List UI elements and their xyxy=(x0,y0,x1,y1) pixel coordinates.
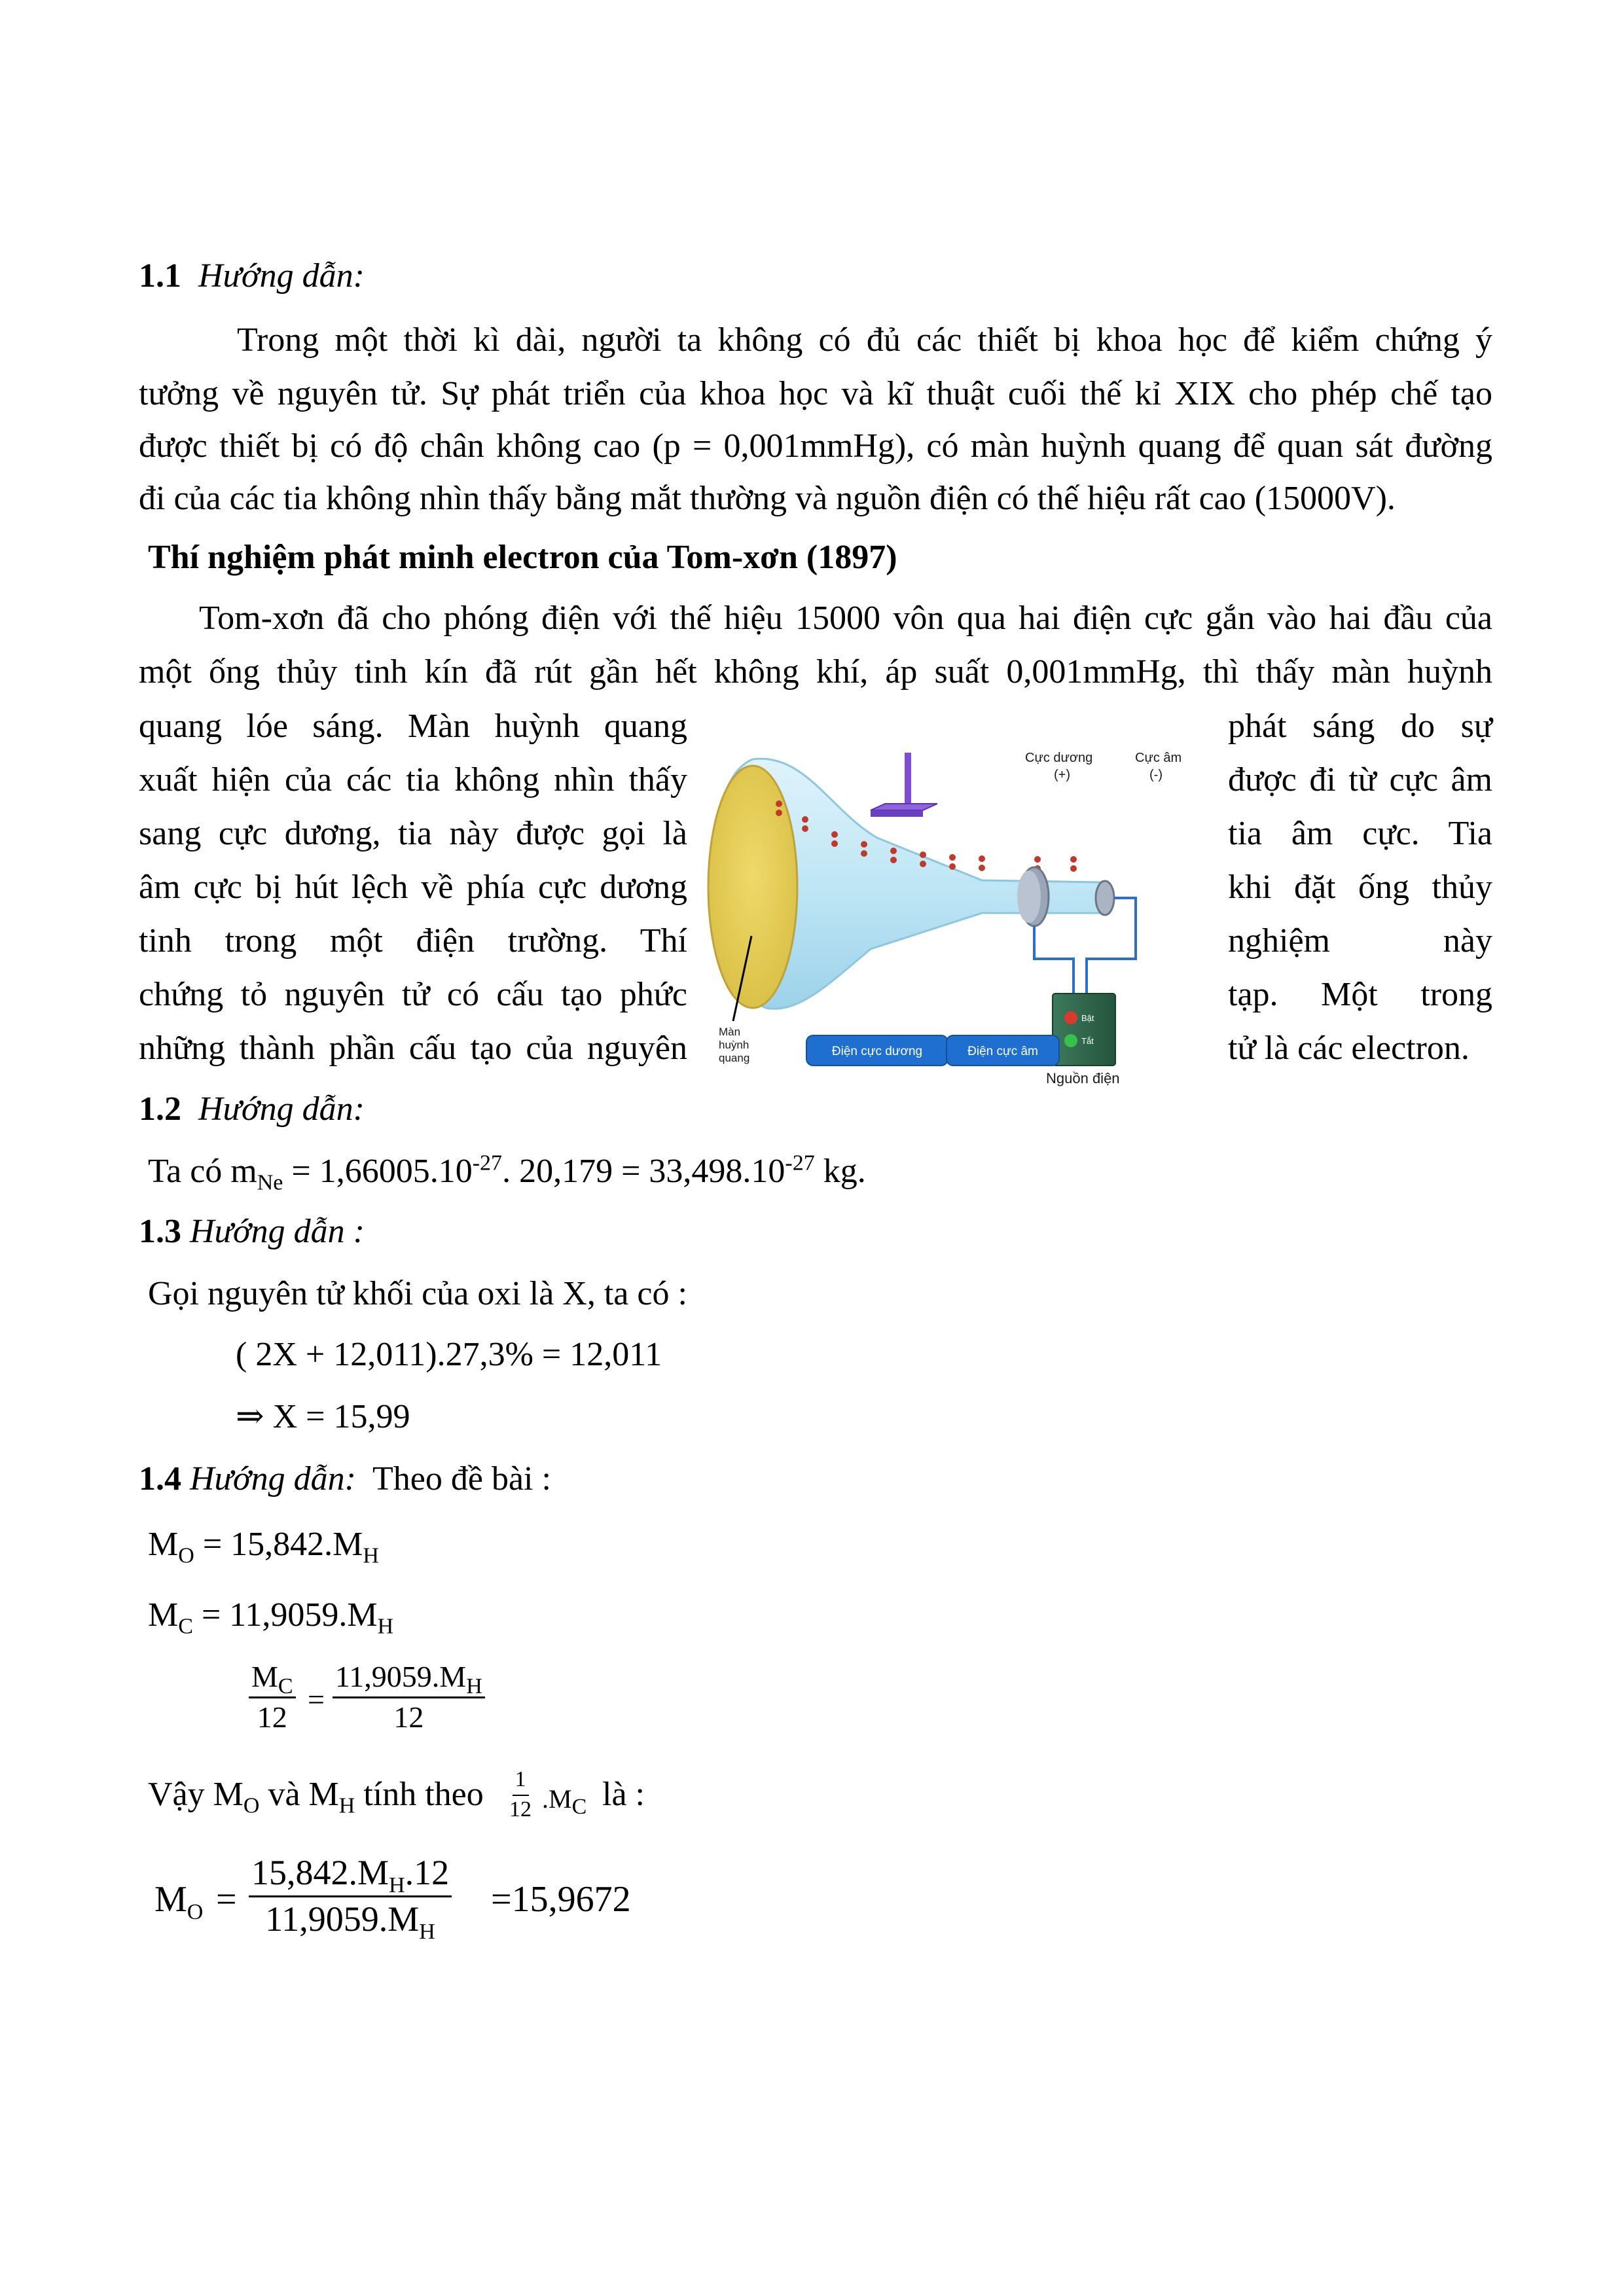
p2-left-line-1: quang lóe sáng. Màn huỳnh quang xyxy=(139,708,687,745)
fraction-equals: = xyxy=(308,1683,325,1716)
cathode-label: Cực âm xyxy=(1135,751,1182,765)
section-label: Hướng dẫn: xyxy=(198,1090,365,1128)
p2-left-line-5: tinh trong một điện trường. Thí xyxy=(139,922,687,960)
p2-left-line-4: âm cực bị hút lệch về phía cực dương xyxy=(139,869,687,906)
section-label: Hướng dẫn : xyxy=(190,1213,365,1250)
anode-sign: (+) xyxy=(1054,768,1070,782)
section-label: Hướng dẫn: xyxy=(190,1460,356,1498)
section-1-4-heading xyxy=(139,1460,551,1499)
neon-mass-equation: Ta có $m_{Ne} = 1,66005.10^{-27}$. $20,179 = 33,498.10^{-27}$ kg. xyxy=(148,1151,866,1195)
oxygen-intro: Gọi nguyên tử khối của oxi là X, ta có : xyxy=(148,1275,687,1312)
p2-right-line-2: được đi từ cực âm xyxy=(1228,761,1492,798)
p2-line-2: một ống thủy tinh kín đã rút gần hết không khí, áp suất 0,001mmHg, thì thấy màn huỳnh xyxy=(139,653,1492,691)
fraction-one-twelfth: $\frac{1}{12}$ xyxy=(509,1767,532,1821)
anode-label: Cực dương xyxy=(1025,751,1093,765)
p2-line-1: Tom-xơn đã cho phóng điện với thế hiệu 15000 vôn qua hai điện cực gắn vào hai đầu của xyxy=(199,600,1492,637)
p2-right-line-3: tia âm cực. Tia xyxy=(1228,815,1492,852)
section-1-3-heading xyxy=(139,1212,365,1251)
switch-on-label: Bật xyxy=(1081,1013,1094,1023)
screen-label-3: quang xyxy=(719,1052,750,1064)
p1-line-2: tưởng về nguyên tử. Sự phát triển của khoa học và kĩ thuật cuối thế kỉ XIX cho phép chế tạo xyxy=(139,375,1492,412)
section-1-2-heading xyxy=(139,1090,365,1129)
p2-left-line-3: sang cực dương, tia này được gọi là xyxy=(139,815,687,852)
section-intro: Theo đề bài : xyxy=(372,1460,551,1498)
anode-button-label: Điện cực dương xyxy=(831,1045,923,1058)
fraction-mh: $\frac{11,9059.M_H}{12}$ xyxy=(333,1659,485,1734)
p1-line-4: đi của các tia không nhìn thấy bằng mắt thường và nguồn điện có thế hiệu rất cao (15000V). xyxy=(139,480,1396,517)
p2-right-line-4: khi đặt ống thủy xyxy=(1228,869,1492,906)
final-equals: = xyxy=(216,1879,237,1920)
cathode-electrode xyxy=(1096,881,1114,915)
conclusion-end: là : xyxy=(602,1776,645,1813)
section-number: 1.1 xyxy=(139,257,181,295)
section-number: 1.3 xyxy=(139,1213,181,1250)
p2-right-line-7: tử là các electron. xyxy=(1228,1030,1470,1067)
deflection-plate-rod xyxy=(905,753,911,808)
p1-line-3: được thiết bị có độ chân không cao (p = 0,001mmHg), có màn huỳnh quang để quan sát đường xyxy=(139,427,1492,465)
cathode-button-label: Điện cực âm xyxy=(967,1045,1038,1058)
p2-left-line-7: những thành phần cấu tạo của nguyên xyxy=(139,1030,687,1067)
section-1-1-heading xyxy=(139,257,365,296)
p2-right-line-1: phát sáng do sự xyxy=(1228,708,1492,745)
screen-label-1: Màn xyxy=(719,1026,741,1038)
fraction-mc: $\frac{M_C}{12}$ xyxy=(249,1659,296,1734)
conclusion-mc: $.M_C$ xyxy=(542,1784,587,1819)
fluorescent-screen xyxy=(708,766,797,1008)
final-fraction: $\frac{15,842.M_H.12}{11,9059.M_H}$ xyxy=(249,1852,452,1939)
p2-left-line-2: xuất hiện của các tia không nhìn thấy xyxy=(139,761,687,798)
power-supply-label: Nguồn điện xyxy=(1046,1070,1120,1086)
oxygen-equation: ( 2X + 12,011).27,3% = 12,011 xyxy=(236,1336,662,1373)
section-number: 1.4 xyxy=(139,1460,181,1498)
experiment-title: Thí nghiệm phát minh electron của Tom-xơn (1897) xyxy=(148,539,897,576)
section-number: 1.2 xyxy=(139,1090,181,1128)
cathode-button[interactable] xyxy=(945,1034,1060,1068)
screen-label-2: huỳnh xyxy=(719,1039,749,1051)
final-result: =15,9672 xyxy=(491,1879,631,1920)
power-supply-box xyxy=(1053,994,1115,1066)
final-lhs: $M_O$ xyxy=(154,1879,204,1925)
p1-line-1: Trong một thời kì dài, người ta không có đủ các thiết bị khoa học để kiểm chứng ý xyxy=(237,321,1492,359)
deflection-plate xyxy=(871,804,937,810)
p2-right-line-5: nghiệm này xyxy=(1228,922,1492,960)
p2-left-line-6: chứng tỏ nguyên tử có cấu tạo phức xyxy=(139,976,687,1013)
section-label: Hướng dẫn: xyxy=(198,257,365,295)
mc-equation: $M_C = 11,9059.M_H$ xyxy=(148,1596,394,1639)
cathode-sign: (-) xyxy=(1149,768,1163,782)
switch-off-label: Tắt xyxy=(1081,1036,1094,1046)
mo-equation: $M_O = 15,842.M_H$ xyxy=(148,1526,379,1568)
p2-right-line-6: tạp. Một trong xyxy=(1228,976,1492,1013)
cathode-ray-tube-figure xyxy=(707,733,1218,1086)
conclusion-line: Vậy $M_O$ và $M_H$ tính theo xyxy=(148,1776,484,1818)
implies-arrow: ⇒ xyxy=(236,1398,264,1435)
anode-button[interactable] xyxy=(805,1034,949,1068)
oxygen-result: ⇒ X = 15,99 xyxy=(236,1398,410,1435)
